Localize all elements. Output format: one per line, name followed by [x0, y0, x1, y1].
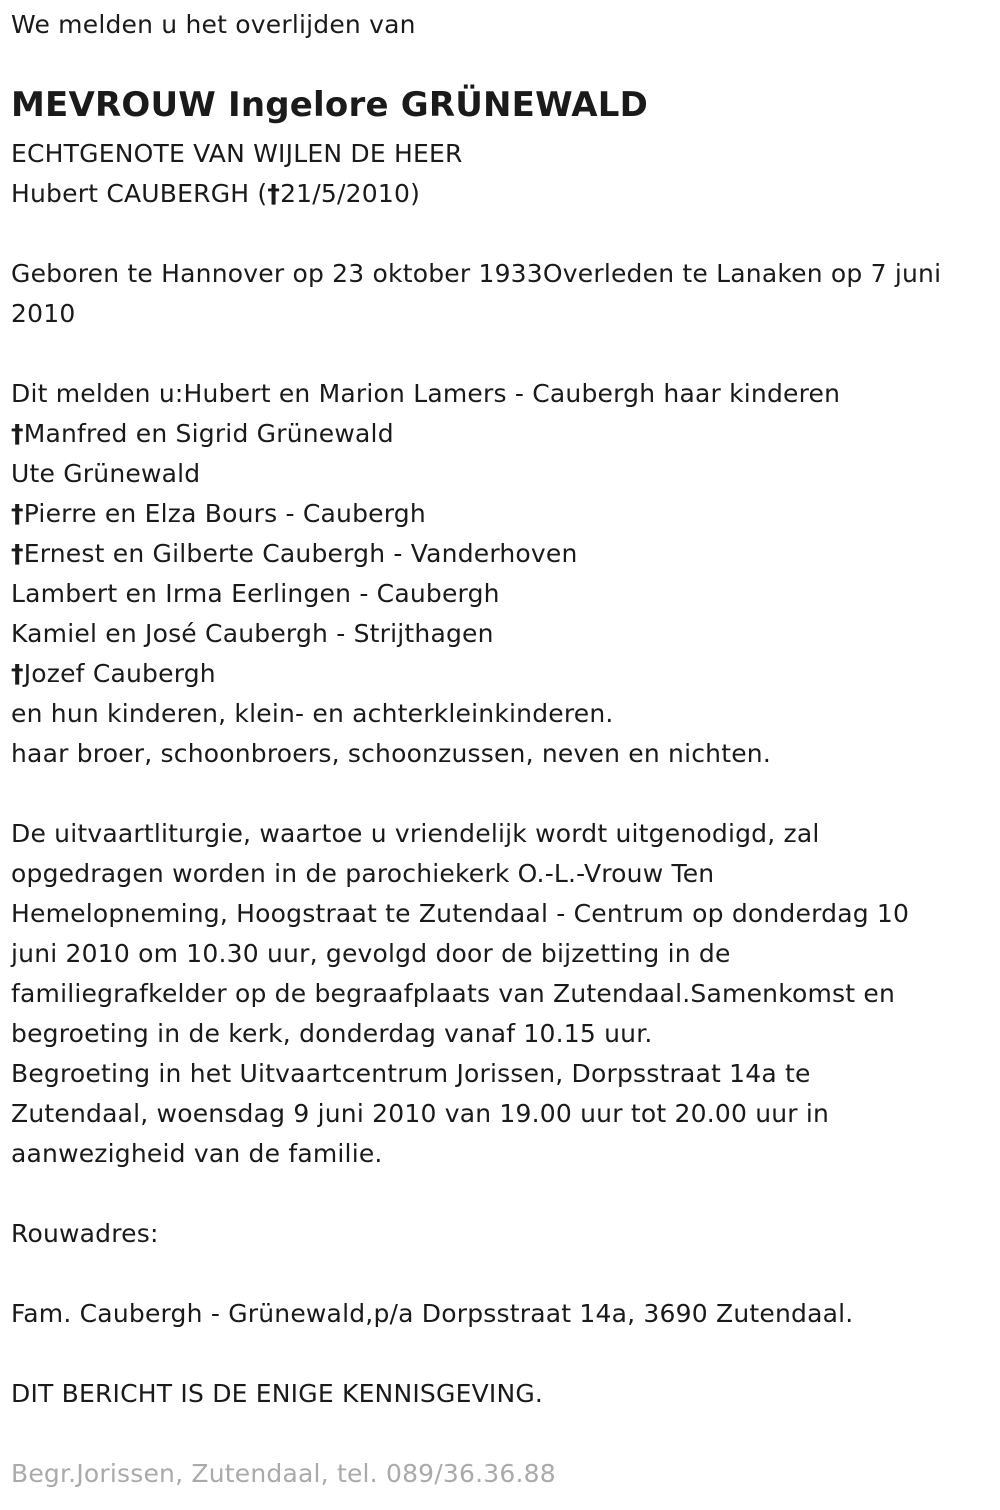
mourners-closing-1: en hun kinderen, klein- en achterkleinkinderen. — [11, 699, 614, 728]
notice-text: DIT BERICHT IS DE ENIGE KENNISGEVING. — [11, 1379, 544, 1408]
cross-icon: † — [267, 179, 281, 208]
service-line: Zutendaal, woensdag 9 juni 2010 van 19.00 uur tot 20.00 uur in — [11, 1099, 830, 1128]
cross-icon: † — [11, 539, 24, 568]
service-line: familiegrafkelder op de begraafplaats van Zutendaal.Samenkomst en — [11, 979, 896, 1008]
mourner-name: Ute Grünewald — [11, 459, 201, 488]
mourner-row — [11, 614, 494, 654]
mourner-row — [11, 414, 394, 454]
mourner-row — [11, 574, 500, 614]
deceased-name: MEVROUW Ingelore GRÜNEWALD — [11, 85, 649, 125]
spouse-line-1: ECHTGENOTE VAN WIJLEN DE HEER — [11, 139, 463, 168]
birth-death-line-2: 2010 — [11, 299, 76, 328]
mourner-name: Lambert en Irma Eerlingen - Caubergh — [11, 579, 500, 608]
mourner-row — [11, 534, 578, 574]
mourners-closing-2: haar broer, schoonbroers, schoonzussen, neven en nichten. — [11, 739, 771, 768]
address-value: Fam. Caubergh - Grünewald,p/a Dorpsstraat 14a, 3690 Zutendaal. — [11, 1299, 854, 1328]
mourner-name: Manfred en Sigrid Grünewald — [23, 419, 394, 448]
address-label: Rouwadres: — [11, 1219, 159, 1248]
mourner-row — [11, 494, 426, 534]
service-line: opgedragen worden in de parochiekerk O.-L.-Vrouw Ten — [11, 859, 715, 888]
spouse-line-2 — [11, 174, 420, 214]
mourner-name: Pierre en Elza Bours - Caubergh — [23, 499, 426, 528]
cross-icon: † — [11, 499, 24, 528]
mourner-row — [11, 654, 216, 694]
service-line: aanwezigheid van de familie. — [11, 1139, 383, 1168]
mourners-intro: Dit melden u:Hubert en Marion Lamers - Caubergh haar kinderen — [11, 379, 841, 408]
service-line: begroeting in de kerk, donderdag vanaf 10.15 uur. — [11, 1019, 653, 1048]
service-line: Hemelopneming, Hoogstraat te Zutendaal - Centrum op donderdag 10 — [11, 899, 910, 928]
spouse-death-date: 21/5/2010) — [280, 179, 421, 208]
mourner-name: Ernest en Gilberte Caubergh - Vanderhoven — [23, 539, 578, 568]
mourner-name: Jozef Caubergh — [23, 659, 216, 688]
service-line: Begroeting in het Uitvaartcentrum Jorissen, Dorpsstraat 14a te — [11, 1059, 811, 1088]
funeral-home-footer: Begr.Jorissen, Zutendaal, tel. 089/36.36.88 — [11, 1459, 556, 1488]
service-line: De uitvaartliturgie, waartoe u vriendelijk wordt uitgenodigd, zal — [11, 819, 820, 848]
cross-icon: † — [11, 419, 24, 448]
mourner-row — [11, 454, 200, 494]
birth-death-line-1: Geboren te Hannover op 23 oktober 1933Overleden te Lanaken op 7 juni — [11, 259, 942, 288]
cross-icon: † — [11, 659, 24, 688]
mourner-name: Kamiel en José Caubergh - Strijthagen — [11, 619, 494, 648]
service-line: juni 2010 om 10.30 uur, gevolgd door de bijzetting in de — [11, 939, 731, 968]
spouse-name: Hubert CAUBERGH ( — [11, 179, 268, 208]
intro-text: We melden u het overlijden van — [11, 10, 416, 39]
